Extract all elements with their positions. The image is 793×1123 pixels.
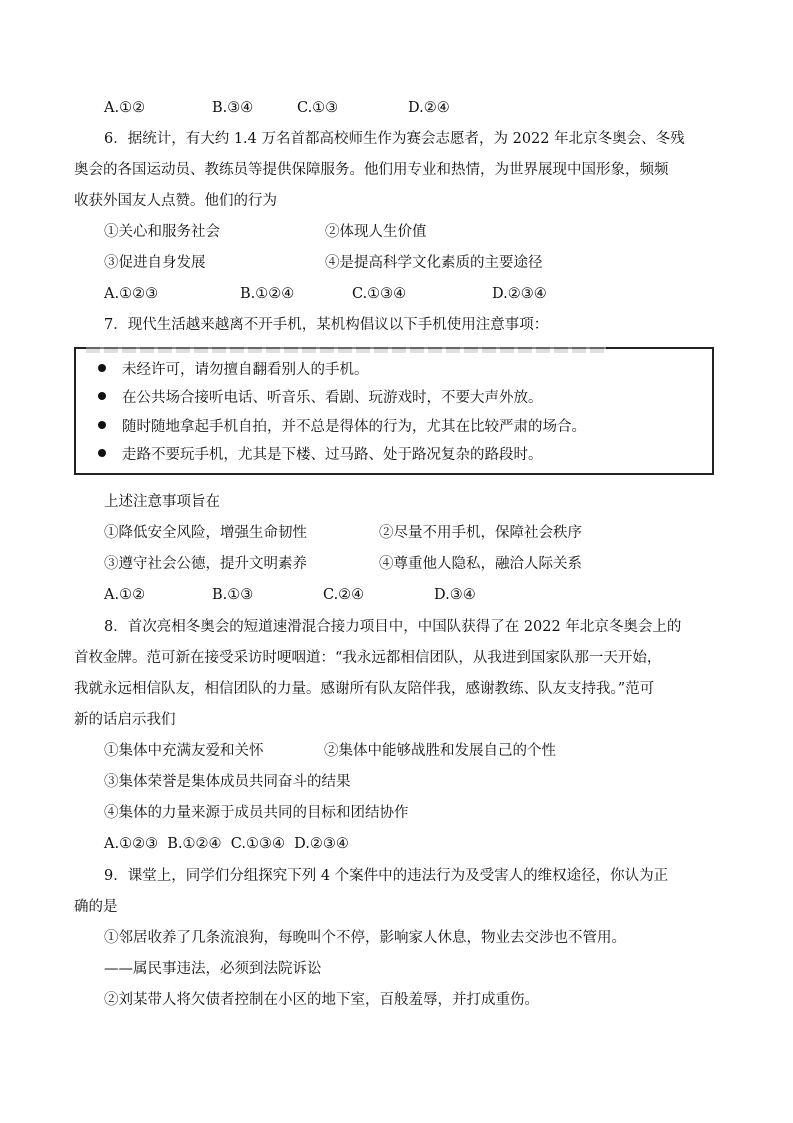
q9-stem-line-2: 确的是 <box>74 899 118 915</box>
q7-lead: 上述注意事项旨在 <box>104 494 220 510</box>
bullet-icon <box>98 364 106 372</box>
q7-option-c: C.②④ <box>323 587 365 603</box>
q7-stem: 7．现代生活越来越离不开手机，某机构倡议以下手机使用注意事项： <box>104 317 549 333</box>
q6-item-4: ④是提高科学文化素质的主要途径 <box>325 255 543 271</box>
q7-option-d: D.③④ <box>434 587 476 603</box>
q7-item-3: ③遵守社会公德，提升文明素养 <box>104 556 307 572</box>
q9-item-1: ①邻居收养了几条流浪狗，每晚叫个不停，影响家人休息，物业去交涉也不管用。 <box>104 930 626 946</box>
q7-box-item-2: 在公共场合接听电话、听音乐、看剧、玩游戏时，不要大声外放。 <box>98 388 543 408</box>
q5-option-c: C.①③ <box>297 100 339 116</box>
q5-option-b: B.③④ <box>212 100 254 116</box>
q8-stem-line-3: 我就永远相信队友，相信团队的力量。感谢所有队友陪伴我，感谢教练、队友支持我。”范可 <box>74 681 655 697</box>
q7-box-faded-text <box>86 347 606 353</box>
q8-stem-line-4: 新的话启示我们 <box>74 712 176 728</box>
q8-item-2: ②集体中能够战胜和发展自己的个性 <box>324 743 556 759</box>
q7-box-item-1: 未经许可，请勿擅自翻看别人的手机。 <box>98 360 369 380</box>
q6-item-2: ②体现人生价值 <box>325 224 427 240</box>
q7-item-2: ②尽量不用手机，保障社会秩序 <box>379 525 582 541</box>
q6-option-a: A.①②③ <box>104 286 159 302</box>
q7-box-item-3: 随时随地拿起手机自拍，并不总是得体的行为，尤其在比较严肃的场合。 <box>98 417 586 437</box>
q6-stem-line-3: 收获外国友人点赞。他们的行为 <box>74 193 277 209</box>
bullet-icon <box>98 421 106 429</box>
q9-stem-line-1: 9．课堂上，同学们分组探究下列 4 个案件中的违法行为及受害人的维权途径，你认为正 <box>104 868 669 884</box>
q6-item-1: ①关心和服务社会 <box>104 224 220 240</box>
q5-option-d: D.②④ <box>408 100 450 116</box>
bullet-icon <box>98 392 106 400</box>
q5-option-a: A.①② <box>104 100 146 116</box>
bullet-icon <box>98 449 106 457</box>
q7-option-a: A.①② <box>104 587 146 603</box>
q6-stem-line-2: 奥会的各国运动员、教练员等提供保障服务。他们用专业和热情，为世界展现中国形象，频频 <box>74 162 669 178</box>
q7-item-1: ①降低安全风险，增强生命韧性 <box>104 525 307 541</box>
q7-item-4: ④尊重他人隐私，融洽人际关系 <box>379 556 582 572</box>
q7-option-b: B.①③ <box>212 587 254 603</box>
q9-item-2: ②刘某带人将欠债者控制在小区的地下室，百般羞辱，并打成重伤。 <box>104 992 539 1008</box>
q8-item-4: ④集体的力量来源于成员共同的目标和团结协作 <box>104 805 409 821</box>
q8-options: A.①②③ B.①②④ C.①③④ D.②③④ <box>104 836 349 852</box>
q7-box-item-4: 走路不要玩手机，尤其是下楼、过马路、处于路况复杂的路段时。 <box>98 445 543 465</box>
q6-item-3: ③促进自身发展 <box>104 255 206 271</box>
q6-option-d: D.②③④ <box>492 286 547 302</box>
q9-item-1-note: ——属民事违法，必须到法院诉讼 <box>104 961 322 977</box>
q8-stem-line-1: 8．首次亮相冬奥会的短道速滑混合接力项目中，中国队获得了在 2022 年北京冬奥会上的 <box>104 619 682 635</box>
q8-item-3: ③集体荣誉是集体成员共同奋斗的结果 <box>104 774 351 790</box>
q6-option-b: B.①②④ <box>240 286 295 302</box>
q6-stem-line-1: 6．据统计，有大约 1.4 万名首都高校师生作为赛会志愿者，为 2022 年北京冬奥会、冬残 <box>104 131 685 147</box>
q8-item-1: ①集体中充满友爱和关怀 <box>104 743 264 759</box>
q7-notice-box <box>74 347 714 475</box>
q8-stem-line-2: 首枚金牌。范可新在接受采访时哽咽道：“我永远都相信团队，从我进到国家队那一天开始， <box>74 650 662 666</box>
q6-option-c: C.①③④ <box>352 286 407 302</box>
